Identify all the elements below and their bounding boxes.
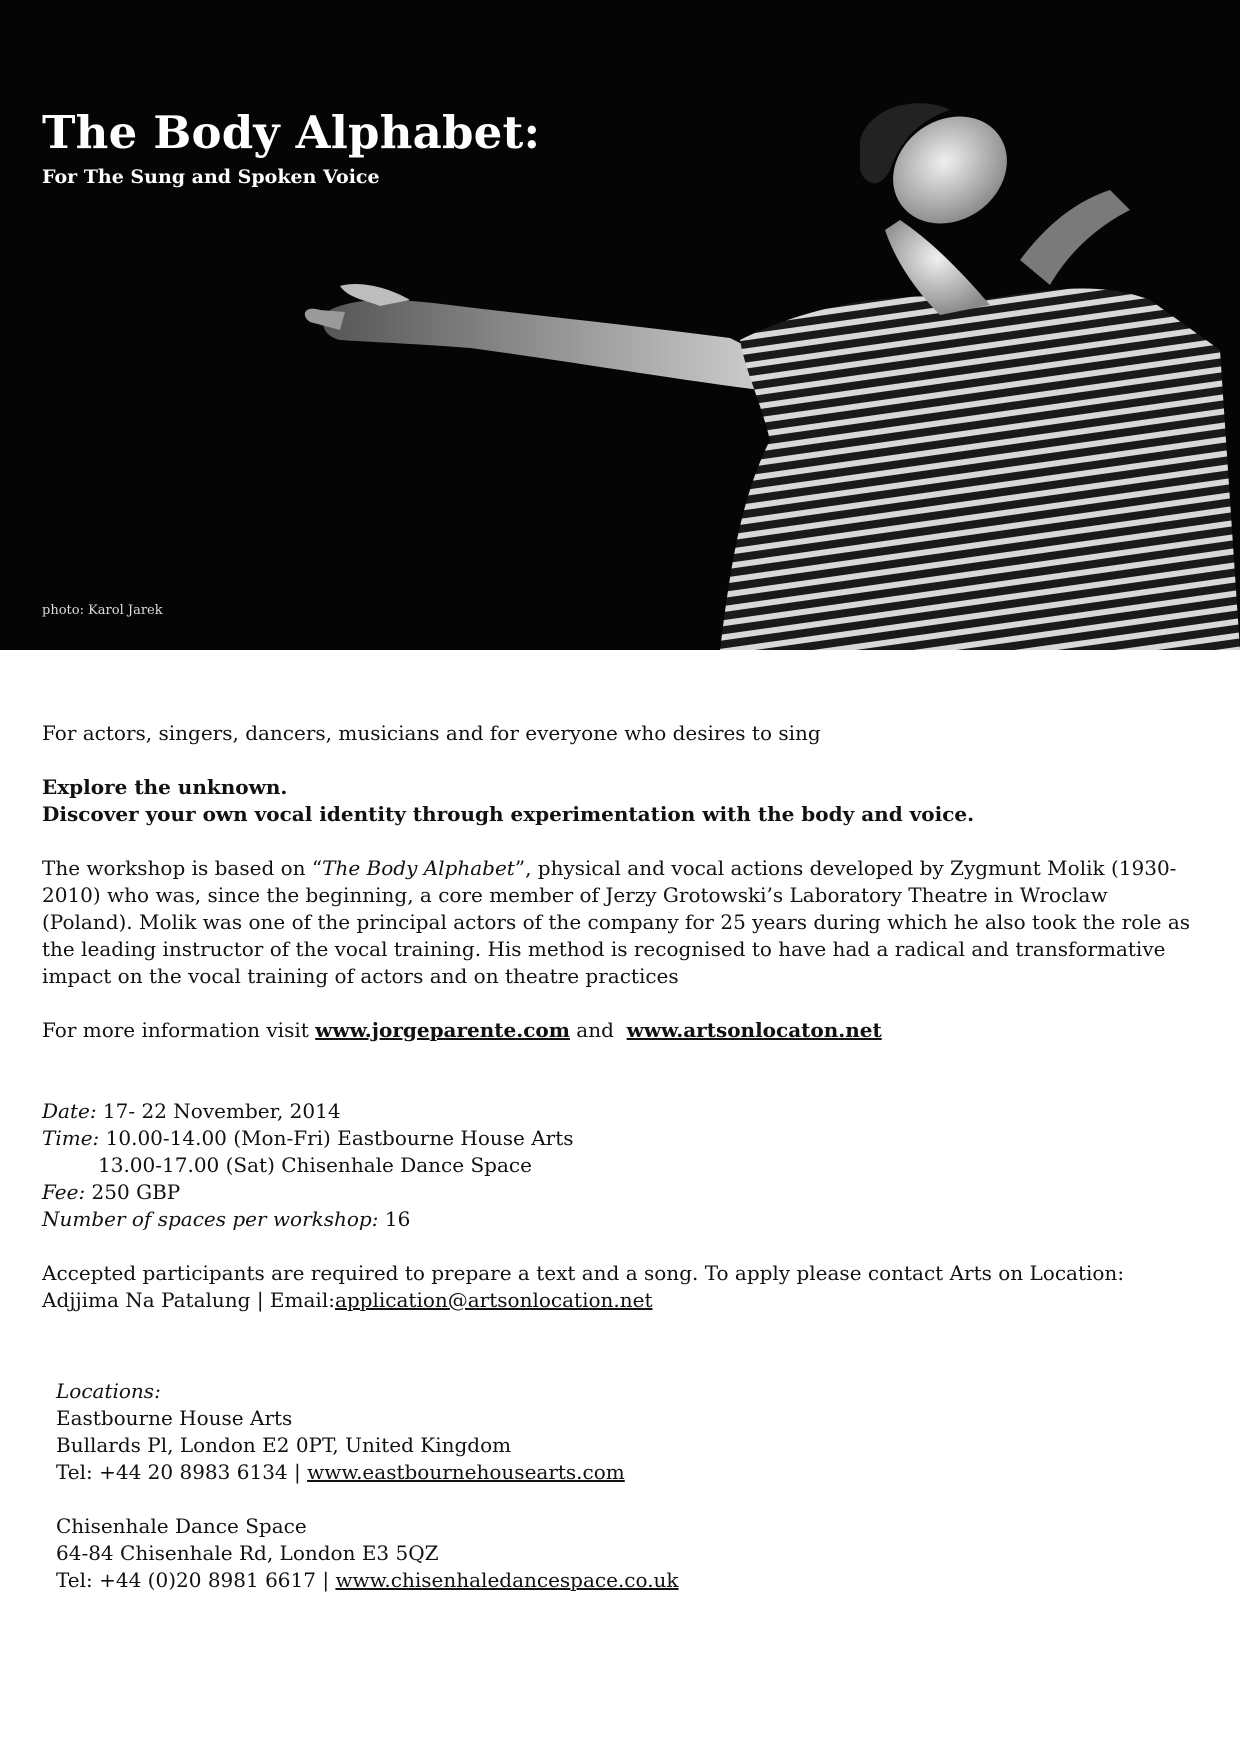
page-title: The Body Alphabet: <box>42 106 541 159</box>
time-line <box>42 1125 1202 1152</box>
time-label: Time: <box>42 1126 100 1150</box>
audience-text: For actors, singers, dancers, musicians and for everyone who desires to sing <box>42 721 821 745</box>
eastbourne-website-link[interactable]: www.eastbournehousearts.com <box>307 1460 625 1484</box>
spaces-label: Number of spaces per workshop: <box>42 1207 379 1231</box>
fee-line <box>42 1179 1202 1206</box>
apply-text <box>42 1260 1202 1314</box>
spaces-line <box>42 1206 1202 1233</box>
time-line-saturday: 13.00-17.00 (Sat) Chisenhale Dance Space <box>98 1153 532 1177</box>
venue-chisenhale-name: Chisenhale Dance Space <box>56 1514 307 1538</box>
artsonlocaton-link[interactable]: www.artsonlocaton.net <box>626 1018 882 1042</box>
spaces-value: 16 <box>378 1207 411 1231</box>
fee-label: Fee: <box>42 1180 86 1204</box>
fee-value: 250 GBP <box>85 1180 181 1204</box>
hero-banner <box>0 0 1240 650</box>
venue-eastbourne-tel: Tel: +44 20 8983 6134 | <box>56 1460 308 1484</box>
page-subtitle: For The Sung and Spoken Voice <box>42 166 380 188</box>
date-label: Date: <box>42 1099 97 1123</box>
venue-chisenhale-contact <box>56 1567 1156 1594</box>
more-info <box>42 1017 1202 1044</box>
locations-section <box>56 1378 1156 1594</box>
more-info-prefix: For more information visit <box>42 1018 316 1042</box>
dancer-photo <box>300 100 1240 650</box>
application-email-link[interactable]: application@artsonlocation.net <box>334 1288 653 1312</box>
venue-chisenhale-address: 64-84 Chisenhale Rd, London E3 5QZ <box>56 1541 439 1565</box>
description-lead: The workshop is based on “ <box>42 856 323 880</box>
venue-eastbourne-contact <box>56 1459 1156 1486</box>
date-line <box>42 1098 1202 1125</box>
description-body: ”, physical and vocal actions developed by Zygmunt Molik (1930-2010) who was, since the beginning, a core member of Jerzy Grotowski’s Laboratory Theatre in Wroclaw (Poland). Molik was one of the principal actors of the company for 25 years during which he also took the role as the leading instructor of the vocal training. His method is recognised to have had a radical and transformative impact on the vocal training of actors and on theatre practices <box>42 856 1191 988</box>
photo-credit: photo: Karol Jarek <box>42 603 163 618</box>
tagline-discover: Discover your own vocal identity through experimentation with the body and voice. <box>42 802 975 826</box>
venue-chisenhale-tel: Tel: +44 (0)20 8981 6617 | <box>56 1568 336 1592</box>
jorgeparente-link[interactable]: www.jorgeparente.com <box>315 1018 570 1042</box>
workshop-description <box>42 855 1202 990</box>
description-italic-title: The Body Alphabet <box>322 856 515 880</box>
main-content <box>42 720 1202 1314</box>
locations-heading: Locations: <box>56 1379 161 1403</box>
chisenhale-website-link[interactable]: www.chisenhaledancespace.co.uk <box>335 1568 679 1592</box>
tagline-explore: Explore the unknown. <box>42 775 288 799</box>
venue-eastbourne-address: Bullards Pl, London E2 0PT, United Kingdom <box>56 1433 512 1457</box>
venue-eastbourne-name: Eastbourne House Arts <box>56 1406 293 1430</box>
time-value-weekday: 10.00-14.00 (Mon-Fri) Eastbourne House Arts <box>99 1126 574 1150</box>
apply-instructions: Accepted participants are required to prepare a text and a song. To apply please contact Arts on Location: Adjjima Na Patalung | Email: <box>42 1261 1125 1312</box>
more-info-middle: and <box>569 1018 627 1042</box>
date-value: 17- 22 November, 2014 <box>96 1099 341 1123</box>
